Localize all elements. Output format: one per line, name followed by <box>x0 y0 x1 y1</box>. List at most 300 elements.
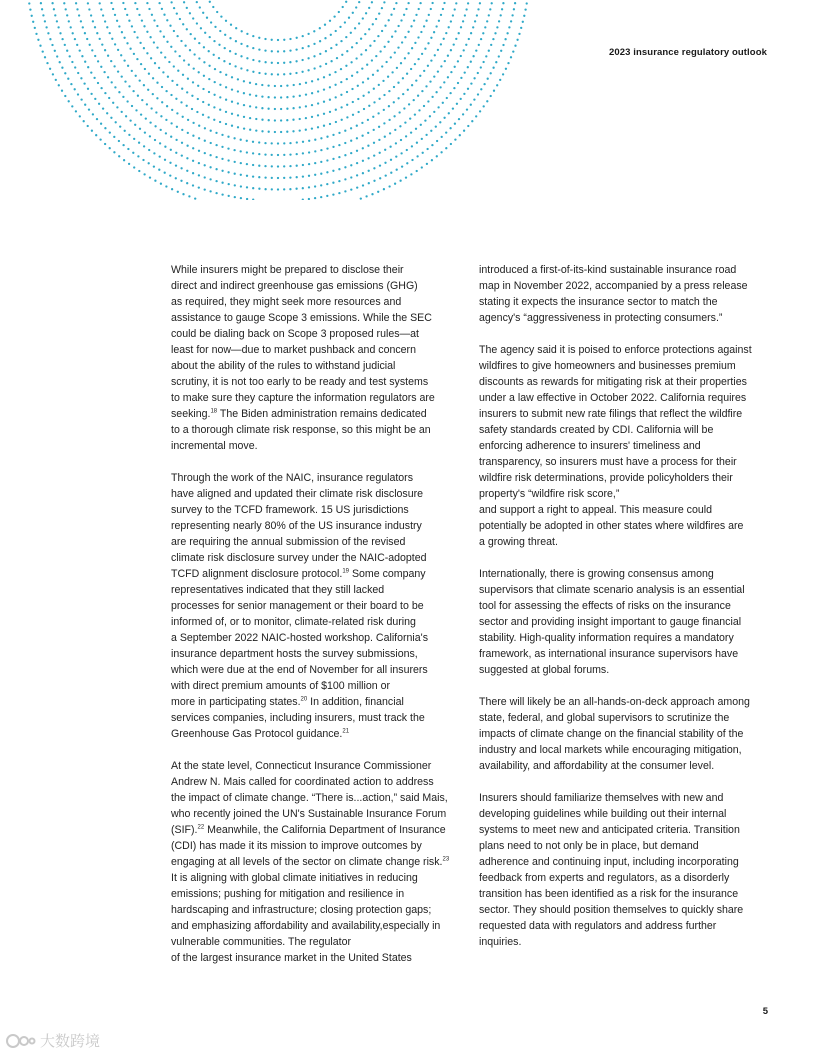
decorative-dot <box>323 76 325 78</box>
decorative-dot <box>346 104 348 106</box>
decorative-dot <box>341 119 343 121</box>
decorative-dot <box>378 84 380 86</box>
decorative-dot <box>305 129 307 131</box>
decorative-dot <box>41 8 43 10</box>
text-line: requested data with regulators and address further <box>479 920 717 932</box>
decorative-dot <box>209 1 211 3</box>
decorative-dot <box>447 55 449 57</box>
left-paragraph-3 <box>171 758 463 966</box>
decorative-dot <box>235 53 237 55</box>
decorative-dot <box>302 35 304 37</box>
decorative-dot <box>295 188 297 190</box>
decorative-dot <box>208 104 210 106</box>
decorative-dot <box>47 32 49 34</box>
decorative-dot <box>125 115 127 117</box>
decorative-dot <box>404 36 406 38</box>
decorative-dot <box>413 19 415 21</box>
decorative-dot <box>69 55 71 57</box>
decorative-dot <box>149 121 151 123</box>
decorative-dot <box>368 182 370 184</box>
decorative-dot <box>94 26 96 28</box>
decorative-dot <box>491 2 493 4</box>
decorative-dot <box>373 142 375 144</box>
decorative-dot <box>134 2 136 4</box>
decorative-dot <box>79 49 81 51</box>
decorative-dot <box>329 123 331 125</box>
decorative-dot <box>119 125 121 127</box>
decorative-dot <box>146 103 148 105</box>
decorative-dot <box>49 38 51 40</box>
decorative-dot <box>480 38 482 40</box>
decorative-dot <box>221 146 223 148</box>
decorative-dot <box>122 96 124 98</box>
text-line: At the state level, Connecticut Insurance Commissioner <box>171 760 432 772</box>
decorative-dot <box>520 27 522 29</box>
decorative-dot <box>326 195 328 197</box>
decorative-dot <box>146 52 148 54</box>
decorative-dot <box>397 46 399 48</box>
decorative-dot <box>148 149 150 151</box>
decorative-dot <box>210 130 212 132</box>
decorative-dot <box>379 152 381 154</box>
decorative-dot <box>388 19 390 21</box>
decorative-dot <box>148 73 150 75</box>
decorative-dot <box>474 20 476 22</box>
decorative-dot <box>171 109 173 111</box>
text-line: There will likely be an all-hands-on-deck approach among <box>479 696 750 708</box>
decorative-dot <box>103 71 105 73</box>
decorative-dot <box>329 20 331 22</box>
decorative-dot <box>173 7 175 9</box>
decorative-dot <box>384 25 386 27</box>
decorative-dot <box>500 14 502 16</box>
decorative-dot <box>302 199 304 200</box>
decorative-dot <box>496 26 498 28</box>
decorative-dot <box>320 184 322 186</box>
decorative-dot <box>140 113 142 115</box>
decorative-dot <box>66 14 68 16</box>
decorative-dot <box>397 82 399 84</box>
decorative-dot <box>240 197 242 199</box>
decorative-dot <box>204 164 206 166</box>
decorative-dot <box>510 20 512 22</box>
decorative-dot <box>225 74 227 76</box>
decorative-dot <box>138 170 140 172</box>
decorative-dot <box>383 94 385 96</box>
decorative-dot <box>167 76 169 78</box>
decorative-dot <box>252 35 254 37</box>
decorative-dot <box>430 37 432 39</box>
decorative-dot <box>457 60 459 62</box>
decorative-dot <box>34 27 36 29</box>
decorative-dot <box>514 45 516 47</box>
decorative-dot <box>313 43 315 45</box>
decorative-dot <box>144 68 146 70</box>
text-line: supervisors that climate scenario analysis is an essential <box>479 584 745 596</box>
decorative-dot <box>152 93 154 95</box>
decorative-dot <box>101 43 103 45</box>
decorative-dot <box>498 20 500 22</box>
decorative-dot <box>465 44 467 46</box>
decorative-dot <box>302 47 304 49</box>
decorative-dot <box>264 73 266 75</box>
decorative-dot <box>289 38 291 40</box>
decorative-dot <box>455 2 457 4</box>
decorative-dot <box>383 188 385 190</box>
decorative-dot <box>439 121 441 123</box>
decorative-dot <box>169 25 171 27</box>
decorative-dot <box>394 30 396 32</box>
decorative-dot <box>454 66 456 68</box>
decorative-dot <box>165 132 167 134</box>
decorative-dot <box>214 26 216 28</box>
decorative-dot <box>431 2 433 4</box>
decorative-dot <box>246 198 248 200</box>
decorative-dot <box>158 2 160 4</box>
decorative-dot <box>393 8 395 10</box>
decorative-dot <box>289 165 291 167</box>
decorative-dot <box>415 128 417 130</box>
decorative-dot <box>320 173 322 175</box>
decorative-dot <box>121 75 123 77</box>
decorative-dot <box>307 69 309 71</box>
decorative-dot <box>231 88 233 90</box>
decorative-dot <box>132 90 134 92</box>
decorative-dot <box>209 178 211 180</box>
decorative-dot <box>255 118 257 120</box>
decorative-dot <box>352 12 354 14</box>
decorative-dot <box>389 132 391 134</box>
decorative-dot <box>52 73 54 75</box>
decorative-dot <box>139 79 141 81</box>
decorative-dot <box>234 196 236 198</box>
decorative-dot <box>194 197 196 199</box>
decorative-dot <box>299 129 301 131</box>
decorative-dot <box>393 86 395 88</box>
text-line: insurance department hosts the survey submissions, <box>171 648 418 660</box>
decorative-dot <box>320 196 322 198</box>
decorative-dot <box>384 46 386 48</box>
decorative-dot <box>161 86 163 88</box>
decorative-dot <box>317 126 319 128</box>
decorative-dot <box>99 138 101 140</box>
decorative-dot <box>107 55 109 57</box>
decorative-dot <box>131 105 133 107</box>
decorative-dot <box>221 193 223 195</box>
decorative-dot <box>305 117 307 119</box>
decorative-dot <box>466 108 468 110</box>
decorative-dot <box>381 7 383 9</box>
decorative-dot <box>317 102 319 104</box>
decorative-dot <box>507 62 509 64</box>
text-line: stating it expects the insurance sector to match the <box>479 296 718 308</box>
decorative-dot <box>126 100 128 102</box>
decorative-dot <box>430 130 432 132</box>
decorative-dot <box>181 142 183 144</box>
decorative-dot <box>351 46 353 48</box>
decorative-dot <box>233 149 235 151</box>
decorative-dot <box>123 159 125 161</box>
decorative-dot <box>204 127 206 129</box>
decorative-dot <box>198 186 200 188</box>
decorative-dot <box>264 38 266 40</box>
decorative-dot <box>350 164 352 166</box>
decorative-dot <box>496 84 498 86</box>
decorative-dot <box>486 20 488 22</box>
decorative-dot <box>425 134 427 136</box>
decorative-dot <box>400 19 402 21</box>
decorative-dot <box>502 73 504 75</box>
decorative-dot <box>379 177 381 179</box>
decorative-dot <box>170 1 172 3</box>
decorative-dot <box>292 130 294 132</box>
decorative-dot <box>395 2 397 4</box>
decorative-dot <box>29 8 31 10</box>
decorative-dot <box>314 174 316 176</box>
decorative-dot <box>396 169 398 171</box>
decorative-dot <box>51 2 53 4</box>
decorative-dot <box>453 87 455 89</box>
decorative-dot <box>198 150 200 152</box>
decorative-dot <box>447 76 449 78</box>
decorative-dot <box>421 90 423 92</box>
decorative-dot <box>420 31 422 33</box>
decorative-dot <box>191 108 193 110</box>
decorative-dot <box>351 88 353 90</box>
decorative-dot <box>80 98 82 100</box>
decorative-dot <box>198 137 200 139</box>
watermark <box>6 1030 100 1051</box>
right-text-column <box>479 262 771 966</box>
decorative-dot <box>348 17 350 19</box>
decorative-dot <box>286 96 288 98</box>
decorative-dot <box>443 117 445 119</box>
decorative-dot <box>308 175 310 177</box>
decorative-dot <box>181 154 183 156</box>
decorative-dot <box>477 72 479 74</box>
decorative-dot <box>345 36 347 38</box>
decorative-dot <box>413 99 415 101</box>
decorative-dot <box>356 71 358 73</box>
decorative-dot <box>97 82 99 84</box>
decorative-dot <box>307 57 309 59</box>
decorative-dot <box>283 142 285 144</box>
decorative-dot <box>350 152 352 154</box>
decorative-dot <box>261 84 263 86</box>
decorative-dot <box>470 82 472 84</box>
decorative-dot <box>435 125 437 127</box>
decorative-dot <box>401 41 403 43</box>
decorative-dot <box>264 61 266 63</box>
decorative-dot <box>274 85 276 87</box>
decorative-dot <box>228 183 230 185</box>
text-line: Through the work of the NAIC, insurance regulators <box>171 472 414 484</box>
decorative-dot <box>283 39 285 41</box>
decorative-dot <box>189 49 191 51</box>
text-line: transition has been identified as a risk for the insurance <box>479 888 739 900</box>
decorative-dot <box>362 184 364 186</box>
decorative-dot <box>53 8 55 10</box>
decorative-dot <box>400 62 402 64</box>
decorative-dot <box>240 174 242 176</box>
decorative-dot <box>67 78 69 80</box>
decorative-dot <box>56 55 58 57</box>
decorative-dot <box>465 8 467 10</box>
decorative-dot <box>179 55 181 57</box>
decorative-dot <box>467 2 469 4</box>
decorative-dot <box>324 24 326 26</box>
decorative-dot <box>113 136 115 138</box>
decorative-dot <box>187 119 189 121</box>
decorative-dot <box>154 62 156 64</box>
decorative-dot <box>246 140 248 142</box>
decorative-dot <box>365 12 367 14</box>
text-line: informed of, or to monitor, climate-related risk during <box>171 616 416 628</box>
decorative-dot <box>280 96 282 98</box>
decorative-dot <box>494 32 496 34</box>
decorative-dot <box>267 84 269 86</box>
decorative-dot <box>84 61 86 63</box>
decorative-dot <box>335 96 337 98</box>
decorative-dot <box>170 136 172 138</box>
decorative-dot <box>71 61 73 63</box>
decorative-dot <box>475 49 477 51</box>
decorative-dot <box>55 79 57 81</box>
decorative-dot <box>377 191 379 193</box>
decorative-dot <box>208 91 210 93</box>
decorative-dot <box>187 132 189 134</box>
decorative-dot <box>121 31 123 33</box>
decorative-dot <box>311 92 313 94</box>
decorative-dot <box>186 105 188 107</box>
decorative-dot <box>324 37 326 39</box>
decorative-dot <box>289 188 291 190</box>
decorative-dot <box>210 142 212 144</box>
decorative-dot <box>74 66 76 68</box>
decorative-dot <box>302 164 304 166</box>
decorative-dot <box>274 119 276 121</box>
decorative-dot <box>485 55 487 57</box>
decorative-dot <box>243 104 245 106</box>
decorative-dot <box>410 131 412 133</box>
decorative-dot <box>319 27 321 29</box>
decorative-dot <box>209 36 211 38</box>
decorative-dot <box>405 135 407 137</box>
decorative-dot <box>249 129 251 131</box>
decorative-dot <box>482 61 484 63</box>
decorative-dot <box>219 109 221 111</box>
decorative-dot <box>313 30 315 32</box>
decorative-dot <box>433 31 435 33</box>
decorative-dot <box>160 51 162 53</box>
decorative-dot <box>357 85 359 87</box>
decorative-dot <box>118 155 120 157</box>
decorative-dot <box>427 65 429 67</box>
text-line: Greenhouse Gas Protocol guidance.$^{21}$ <box>171 728 350 740</box>
decorative-dot <box>128 163 130 165</box>
decorative-dot <box>404 121 406 123</box>
decorative-dot <box>82 26 84 28</box>
decorative-dot <box>393 101 395 103</box>
decorative-dot <box>362 160 364 162</box>
decorative-dot <box>170 122 172 124</box>
decorative-dot <box>74 88 76 90</box>
decorative-dot <box>373 154 375 156</box>
decorative-dot <box>213 94 215 96</box>
decorative-dot <box>153 41 155 43</box>
decorative-dot <box>433 111 435 113</box>
decorative-dot <box>296 176 298 178</box>
decorative-dot <box>415 79 417 81</box>
decorative-dot <box>443 81 445 83</box>
page-number: 5 <box>762 1006 768 1017</box>
decorative-dot <box>264 165 266 167</box>
decorative-dot <box>235 40 237 42</box>
text-line: of the largest insurance market in the United States <box>171 952 412 964</box>
decorative-dot <box>402 77 404 79</box>
decorative-dot <box>274 96 276 98</box>
decorative-dot <box>326 183 328 185</box>
decorative-dot <box>505 68 507 70</box>
decorative-dot <box>169 174 171 176</box>
decorative-dot <box>271 73 273 75</box>
decorative-dot <box>354 27 356 29</box>
right-paragraph-2 <box>479 342 771 550</box>
decorative-dot <box>340 81 342 83</box>
text-line: Insurers should familiarize themselves with new and <box>479 792 724 804</box>
decorative-dot <box>122 2 124 4</box>
decorative-dot <box>330 60 332 62</box>
decorative-dot <box>255 95 257 97</box>
decorative-dot <box>375 55 377 57</box>
decorative-dot <box>198 57 200 59</box>
decorative-dot <box>277 142 279 144</box>
decorative-dot <box>277 50 279 52</box>
decorative-dot <box>338 11 340 13</box>
left-paragraph-1 <box>171 262 463 454</box>
decorative-dot <box>215 156 217 158</box>
decorative-dot <box>434 54 436 56</box>
decorative-dot <box>149 135 151 137</box>
decorative-dot <box>492 67 494 69</box>
decorative-dot <box>148 8 150 10</box>
decorative-dot <box>182 116 184 118</box>
decorative-dot <box>440 14 442 16</box>
decorative-dot <box>165 90 167 92</box>
decorative-dot <box>93 77 95 79</box>
decorative-dot <box>231 113 233 115</box>
decorative-dot <box>427 42 429 44</box>
decorative-dot <box>188 195 190 197</box>
decorative-dot <box>416 155 418 157</box>
decorative-dot <box>252 71 254 73</box>
decorative-dot <box>286 119 288 121</box>
decorative-dot <box>84 32 86 34</box>
text-line: wildfire risk determinations, provide policyholders their <box>479 472 733 484</box>
decorative-dot <box>361 135 363 137</box>
decorative-dot <box>110 117 112 119</box>
decorative-dot <box>196 1 198 3</box>
decorative-dot <box>372 116 374 118</box>
decorative-dot <box>106 112 108 114</box>
decorative-dot <box>289 142 291 144</box>
decorative-dot <box>388 185 390 187</box>
decorative-dot <box>277 39 279 41</box>
text-line: It is aligning with global climate initiatives in reducing <box>171 872 418 884</box>
decorative-dot <box>467 125 469 127</box>
decorative-dot <box>252 47 254 49</box>
decorative-dot <box>490 95 492 97</box>
